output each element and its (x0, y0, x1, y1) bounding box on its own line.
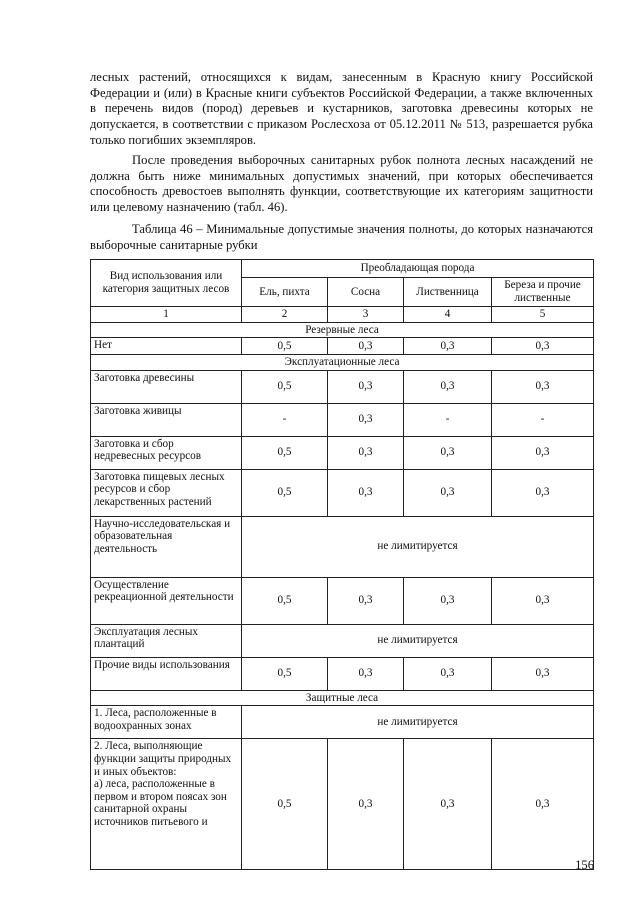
value-cell: 0,3 (404, 338, 492, 355)
header-row (91, 260, 594, 278)
section-title: Защитные леса (91, 690, 594, 706)
value-cell: 0,5 (242, 436, 328, 469)
row-label: Заготовка древесины (91, 370, 242, 403)
merged-value-cell: не лимитируется (242, 624, 594, 657)
table-row (91, 657, 594, 690)
value-cell: 0,3 (404, 370, 492, 403)
value-cell: 0,3 (328, 739, 404, 870)
value-cell: - (242, 403, 328, 436)
value-cell: 0,3 (492, 739, 594, 870)
row-label: Осуществление рекреационной деятельности (91, 577, 242, 624)
value-cell: 0,3 (404, 739, 492, 870)
value-cell: 0,3 (328, 577, 404, 624)
section-row-exploitation (91, 355, 594, 371)
header-usage-type: Вид использования или категория защитных лесов (91, 260, 242, 307)
table-row (91, 739, 594, 870)
value-cell: 0,3 (328, 403, 404, 436)
species-header: Береза и прочие лиственные (492, 278, 594, 307)
column-number: 3 (328, 307, 404, 323)
value-cell: 0,3 (492, 370, 594, 403)
column-number: 5 (492, 307, 594, 323)
value-cell: 0,3 (404, 657, 492, 690)
paragraph-fullness: После проведения выборочных санитарных рубок полнота лесных насаждений не должна быть ниже минимальных допустимых значений, при которых обеспечивается способность древостоев выполнять функции, соответствующие их категориям защитности или целевому назначению (табл. 46). (90, 153, 593, 215)
value-cell: 0,3 (328, 469, 404, 516)
table-row (91, 577, 594, 624)
value-cell: - (492, 403, 594, 436)
row-label: Заготовка живицы (91, 403, 242, 436)
table-row (91, 436, 594, 469)
page-number: 156 (575, 858, 594, 872)
value-cell: 0,5 (242, 469, 328, 516)
row-label: Заготовка и сбор недревесных ресурсов (91, 436, 242, 469)
row-label: Эксплуатация лесных плантаций (91, 624, 242, 657)
value-cell: 0,3 (328, 370, 404, 403)
species-header: Сосна (328, 278, 404, 307)
section-title: Резервные леса (91, 322, 594, 338)
merged-value-cell: не лимитируется (242, 516, 594, 577)
column-number: 1 (91, 307, 242, 323)
column-number: 4 (404, 307, 492, 323)
table-caption: Таблица 46 – Минимальные допустимые значения полноты, до которых назначаются выборочные санитарные рубки (90, 222, 593, 252)
column-number-row (91, 307, 594, 323)
value-cell: 0,3 (492, 338, 594, 355)
merged-value-cell: не лимитируется (242, 706, 594, 739)
table-row (91, 370, 594, 403)
value-cell: 0,3 (492, 436, 594, 469)
value-cell: 0,3 (492, 657, 594, 690)
paragraph-continued: лесных растений, относящихся к видам, занесенным в Красную книгу Российской Федерации и (или) в Красные книги субъектов Российской Федерации, а также включенных в перечень видов (пород) деревьев и кустарников, заготовка древесины которых не допускается, в соответствии с приказом Рослесхоза от 05.12.2011 № 513, разрешается рубка только погибших экземпляров. (90, 70, 593, 147)
value-cell: - (404, 403, 492, 436)
section-row-reserve (91, 322, 594, 338)
table-row (91, 403, 594, 436)
value-cell: 0,3 (328, 436, 404, 469)
value-cell: 0,5 (242, 657, 328, 690)
species-header: Ель, пихта (242, 278, 328, 307)
value-cell: 0,3 (404, 436, 492, 469)
section-title: Эксплуатационные леса (91, 355, 594, 371)
fullness-table (90, 259, 594, 870)
table-row (91, 338, 594, 355)
row-label: Научно-исследовательская и образовательная деятельность (91, 516, 242, 577)
row-label: 2. Леса, выполняющие функции защиты природных и иных объектов: а) леса, расположенные в первом и втором поясах зон санитарной охраны источников питьевого и (91, 739, 242, 870)
value-cell: 0,5 (242, 577, 328, 624)
value-cell: 0,3 (404, 577, 492, 624)
table-row (91, 469, 594, 516)
row-label: Нет (91, 338, 242, 355)
value-cell: 0,3 (404, 469, 492, 516)
value-cell: 0,3 (328, 657, 404, 690)
row-label: Заготовка пищевых лесных ресурсов и сбор лекарственных растений (91, 469, 242, 516)
table-row (91, 516, 594, 577)
value-cell: 0,5 (242, 739, 328, 870)
section-row-protective (91, 690, 594, 706)
value-cell: 0,5 (242, 370, 328, 403)
table-row (91, 624, 594, 657)
species-header: Лиственница (404, 278, 492, 307)
value-cell: 0,5 (242, 338, 328, 355)
header-dominant-species: Преобладающая порода (242, 260, 594, 278)
value-cell: 0,3 (492, 577, 594, 624)
row-label: 1. Леса, расположенные в водоохранных зонах (91, 706, 242, 739)
row-label: Прочие виды использования (91, 657, 242, 690)
value-cell: 0,3 (492, 469, 594, 516)
value-cell: 0,3 (328, 338, 404, 355)
table-row (91, 706, 594, 739)
column-number: 2 (242, 307, 328, 323)
